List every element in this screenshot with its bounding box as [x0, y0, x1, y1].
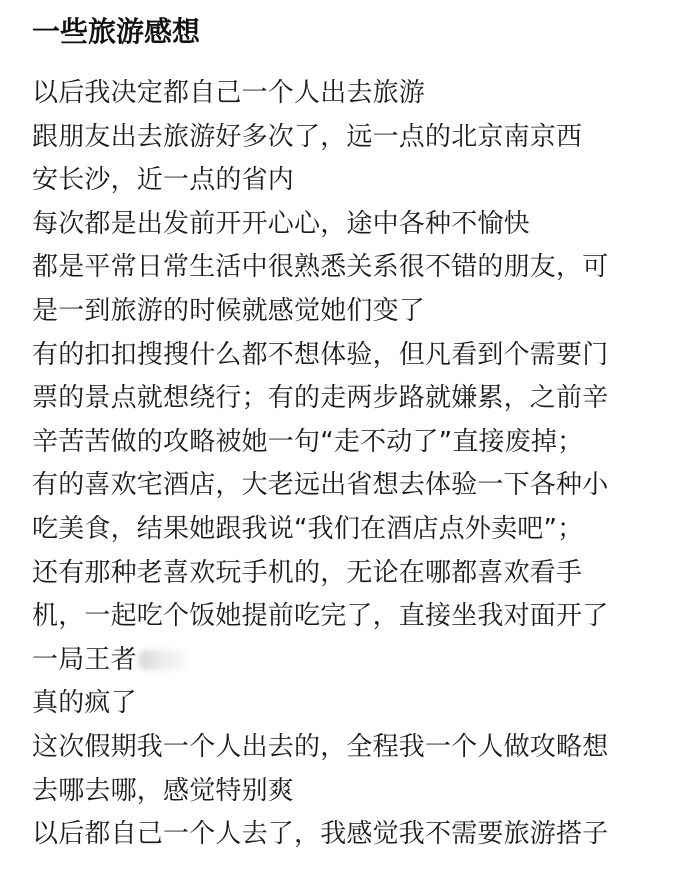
- body-line: 有的喜欢宅酒店，大老远出省想去体验一下各种小: [32, 470, 609, 501]
- body-line: 都是平常日常生活中很熟悉关系很不错的朋友，可: [32, 252, 609, 283]
- body-line: 这次假期我一个人出去的，全程我一个人做攻略想: [32, 731, 609, 762]
- body-line: 机，一起吃个饭她提前吃完了，直接坐我对面开了: [32, 601, 609, 632]
- body-line: 吃美食，结果她跟我说“我们在酒店点外卖吧”；: [32, 513, 584, 544]
- body-line: 有的扣扣搜搜什么都不想体验，但凡看到个需要门: [32, 339, 609, 370]
- body-line-text: 一局王者: [32, 644, 137, 675]
- body-line: 辛苦苦做的攻略被她一句“走不动了”直接废掉；: [32, 426, 584, 457]
- body-line: 以后我决定都自己一个人出去旅游: [32, 78, 426, 108]
- body-line: 真的疯了: [32, 688, 137, 719]
- body-line: 跟朋友出去旅游好多次了，远一点的北京南京西: [32, 121, 583, 152]
- body-line: 是一到旅游的时候就感觉她们变了: [32, 295, 426, 326]
- post-title: 一些旅游感想: [32, 15, 201, 48]
- post-body: [32, 72, 672, 857]
- body-line-with-emoji: [32, 639, 672, 683]
- body-line: 还有那种老喜欢玩手机的，无论在哪都喜欢看手: [32, 557, 583, 588]
- body-line: 去哪去哪，感觉特别爽: [32, 775, 295, 806]
- blurred-emoji-icon: [139, 650, 185, 670]
- body-line: 安长沙，近一点的省内: [32, 165, 295, 196]
- body-line: 每次都是出发前开开心心，途中各种不愉快: [32, 208, 530, 239]
- body-line: 以后都自己一个人去了，我感觉我不需要旅游搭子: [32, 819, 609, 850]
- body-line: 票的景点就想绕行；有的走两步路就嫌累，之前辛: [32, 383, 609, 414]
